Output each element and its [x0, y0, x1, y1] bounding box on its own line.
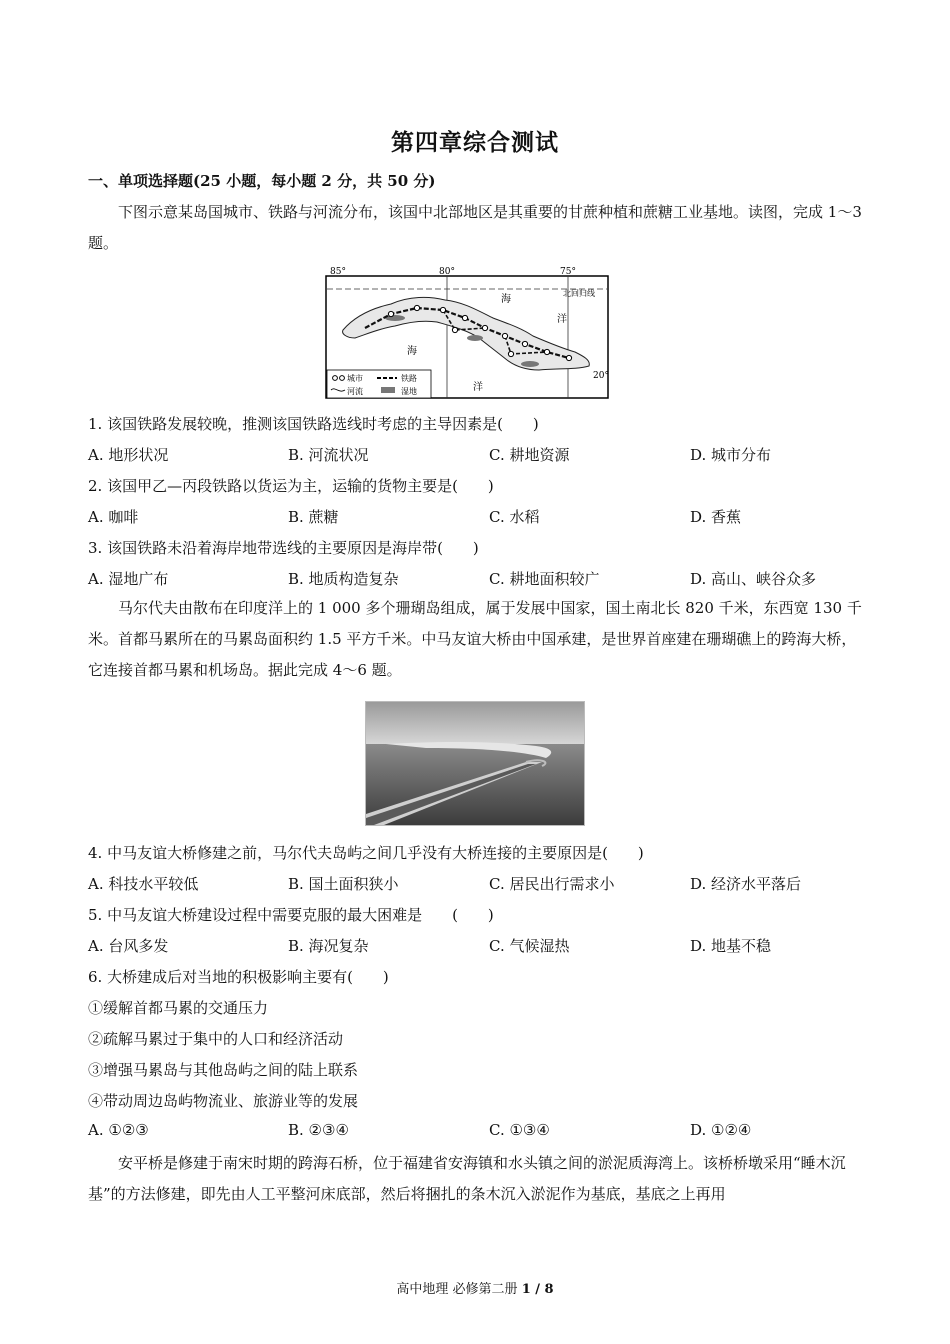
sea-label: 海 — [501, 294, 511, 305]
page-footer — [0, 1278, 950, 1297]
q5-option-b: B. 海况复杂 — [288, 937, 369, 955]
sea-label: 海 — [407, 346, 417, 357]
lat-label-20: 20° — [593, 371, 609, 381]
q2-option-d: D. 香蕉 — [690, 508, 742, 526]
q6-item-1: ①缓解首都马累的交通压力 — [88, 999, 269, 1017]
intro-paragraph-1: 下图示意某岛国城市、铁路与河流分布，该国中北部地区是其重要的甘蔗种植和蔗糖工业基地。读图，完成 1～3 题。 — [88, 203, 862, 252]
intro-paragraph-2: 马尔代夫由散布在印度洋上的 1 000 多个珊瑚岛组成，属于发展中国家，国土南北长 820 千米，东西宽 130 千米。首都马累所在的马累岛面积约 1.5 平方千米。中马友谊大桥由中国承建，是世界首座建在珊瑚礁上的跨海大桥，它连接首都马累和机场岛。据此完成 4～6 题。 — [88, 599, 862, 679]
legend-wetland: 湿地 — [401, 387, 417, 396]
q2-option-c: C. 水稻 — [489, 508, 540, 526]
wetland-area — [467, 335, 483, 341]
footer-text: 高中地理 必修第二册 — [396, 1282, 522, 1297]
lon-label-80: 80° — [439, 267, 455, 277]
legend-railway: 铁路 — [401, 374, 417, 383]
question-1: 1. 该国铁路发展较晚，推测该国铁路选线时考虑的主导因素是( ) — [88, 415, 539, 433]
lon-label-85: 85° — [330, 267, 346, 277]
section-heading: 一、单项选择题(25 小题，每小题 2 分，共 50 分) — [88, 172, 436, 190]
q5-option-d: D. 地基不稳 — [690, 937, 772, 955]
q3-option-d: D. 高山、峡谷众多 — [690, 570, 817, 588]
q3-option-b: B. 地质构造复杂 — [288, 570, 399, 588]
q6-option-c: C. ①③④ — [489, 1121, 550, 1139]
q6-option-a: A. ①②③ — [88, 1121, 149, 1139]
q4-option-a: A. 科技水平较低 — [88, 875, 199, 893]
q6-option-b: B. ②③④ — [288, 1121, 349, 1139]
wetland-area — [521, 361, 539, 367]
question-6: 6. 大桥建成后对当地的积极影响主要有( ) — [88, 968, 389, 986]
q1-option-a: A. 地形状况 — [88, 446, 169, 464]
legend-city: 城市 — [347, 374, 363, 383]
q3-option-a: A. 湿地广布 — [88, 570, 169, 588]
q6-item-4: ④带动周边岛屿物流业、旅游业等的发展 — [88, 1092, 359, 1110]
island-map-figure — [325, 266, 609, 400]
q6-option-d: D. ①②④ — [690, 1121, 752, 1139]
lon-label-75: 75° — [560, 267, 576, 277]
q3-option-c: C. 耕地面积较广 — [489, 570, 600, 588]
question-3: 3. 该国铁路未沿着海岸地带选线的主要原因是海岸带( ) — [88, 539, 479, 557]
intro-paragraph-3: 安平桥是修建于南宋时期的跨海石桥，位于福建省安海镇和水头镇之间的淤泥质海湾上。该桥桥墩采用“睡木沉基”的方法修建，即先由人工平整河床底部，然后将捆扎的条木沉入淤泥作为基底，基底之上再用 — [88, 1154, 846, 1203]
ocean-label: 洋 — [557, 314, 567, 325]
q4-option-c: C. 居民出行需求小 — [489, 875, 615, 893]
q1-option-c: C. 耕地资源 — [489, 446, 570, 464]
q1-option-b: B. 河流状况 — [288, 446, 369, 464]
map-legend — [327, 370, 431, 398]
page-title: 第四章综合测试 — [391, 129, 559, 156]
question-5: 5. 中马友谊大桥建设过程中需要克服的最大困难是 ( ) — [88, 906, 494, 924]
q5-option-c: C. 气候湿热 — [489, 937, 570, 955]
page-number: 1 / 8 — [521, 1282, 554, 1297]
tropic-label: 北回归线 — [563, 289, 595, 298]
question-2: 2. 该国甲乙—丙段铁路以货运为主，运输的货物主要是( ) — [88, 477, 494, 495]
q5-option-a: A. 台风多发 — [88, 937, 169, 955]
bridge-photo — [365, 701, 585, 826]
q4-option-b: B. 国土面积狭小 — [288, 875, 399, 893]
q2-option-b: B. 蔗糖 — [288, 508, 339, 526]
ocean-label: 洋 — [473, 382, 483, 393]
q1-option-d: D. 城市分布 — [690, 446, 772, 464]
q4-option-d: D. 经济水平落后 — [690, 875, 802, 893]
legend-river: 河流 — [347, 387, 363, 396]
q2-option-a: A. 咖啡 — [88, 508, 139, 526]
q6-item-2: ②疏解马累过于集中的人口和经济活动 — [88, 1030, 344, 1048]
question-4: 4. 中马友谊大桥修建之前，马尔代夫岛屿之间几乎没有大桥连接的主要原因是( ) — [88, 844, 644, 862]
q6-item-3: ③增强马累岛与其他岛屿之间的陆上联系 — [88, 1061, 359, 1079]
